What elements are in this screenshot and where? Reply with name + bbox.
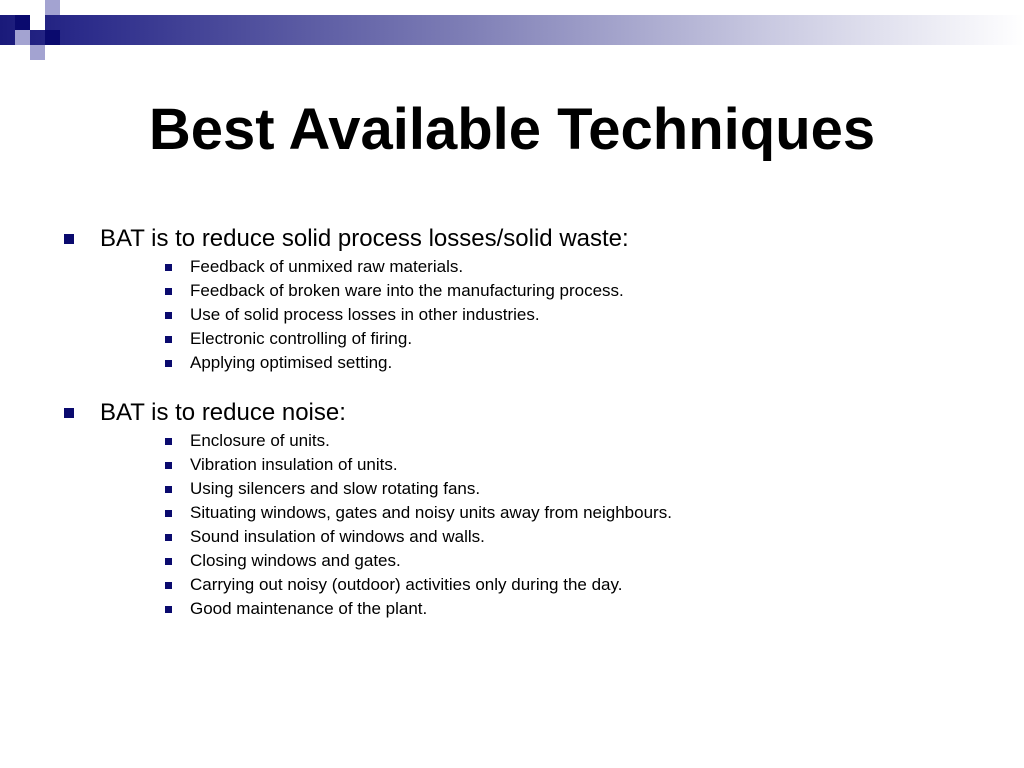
list-item [0,526,1024,550]
list-item [0,430,1024,454]
slide-title: Best Available Techniques [148,97,876,162]
list-item [0,256,1024,280]
square-bullet-icon [165,486,172,493]
square-bullet-icon [165,582,172,589]
list-item [0,598,1024,622]
square-bullet-icon [165,558,172,565]
square-bullet-icon [165,312,172,319]
list-item [0,280,1024,304]
decorative-square [45,0,60,15]
square-bullet-icon [165,534,172,541]
decorative-square [15,30,30,45]
decorative-square [60,0,75,15]
bullet-level1 [0,224,1024,256]
decorative-square [45,30,60,45]
list-item-text: Vibration insulation of units. [190,455,398,474]
bullet-level1 [0,398,1024,430]
list-item-text: Electronic controlling of firing. [190,329,413,348]
list-item-text: Situating windows, gates and noisy units away from neighbours. [190,503,672,522]
square-bullet-icon [165,510,172,517]
list-item [0,328,1024,352]
square-bullet-icon [165,288,172,295]
list-item [0,574,1024,598]
square-bullet-icon [64,234,74,244]
decorative-square [30,15,45,30]
decorative-square [15,15,30,30]
list-item [0,304,1024,328]
section-heading: BAT is to reduce noise: [100,399,346,426]
header-gradient-band [0,15,1024,45]
square-bullet-icon [165,336,172,343]
square-bullet-icon [165,438,172,445]
list-item [0,478,1024,502]
list-item-text: Good maintenance of the plant. [190,599,428,618]
section-noise [0,398,1024,622]
square-bullet-icon [165,606,172,613]
list-item-text: Feedback of broken ware into the manufacturing process. [190,281,624,300]
list-item [0,352,1024,376]
list-item-text: Carrying out noisy (outdoor) activities only during the day. [190,575,623,594]
section-heading: BAT is to reduce solid process losses/solid waste: [100,225,629,252]
list-item-text: Sound insulation of windows and walls. [190,527,485,546]
section-solid-waste [0,224,1024,376]
square-bullet-icon [165,360,172,367]
list-item [0,550,1024,574]
list-item-text: Use of solid process losses in other industries. [190,305,540,324]
list-item-text: Enclosure of units. [190,431,330,450]
list-item-text: Applying optimised setting. [190,353,393,372]
list-item [0,502,1024,526]
square-bullet-icon [165,264,172,271]
square-bullet-icon [165,462,172,469]
decorative-square [30,45,45,60]
square-bullet-icon [64,408,74,418]
list-item-text: Closing windows and gates. [190,551,401,570]
list-item-text: Using silencers and slow rotating fans. [190,479,481,498]
list-item [0,454,1024,478]
list-item-text: Feedback of unmixed raw materials. [190,257,464,276]
